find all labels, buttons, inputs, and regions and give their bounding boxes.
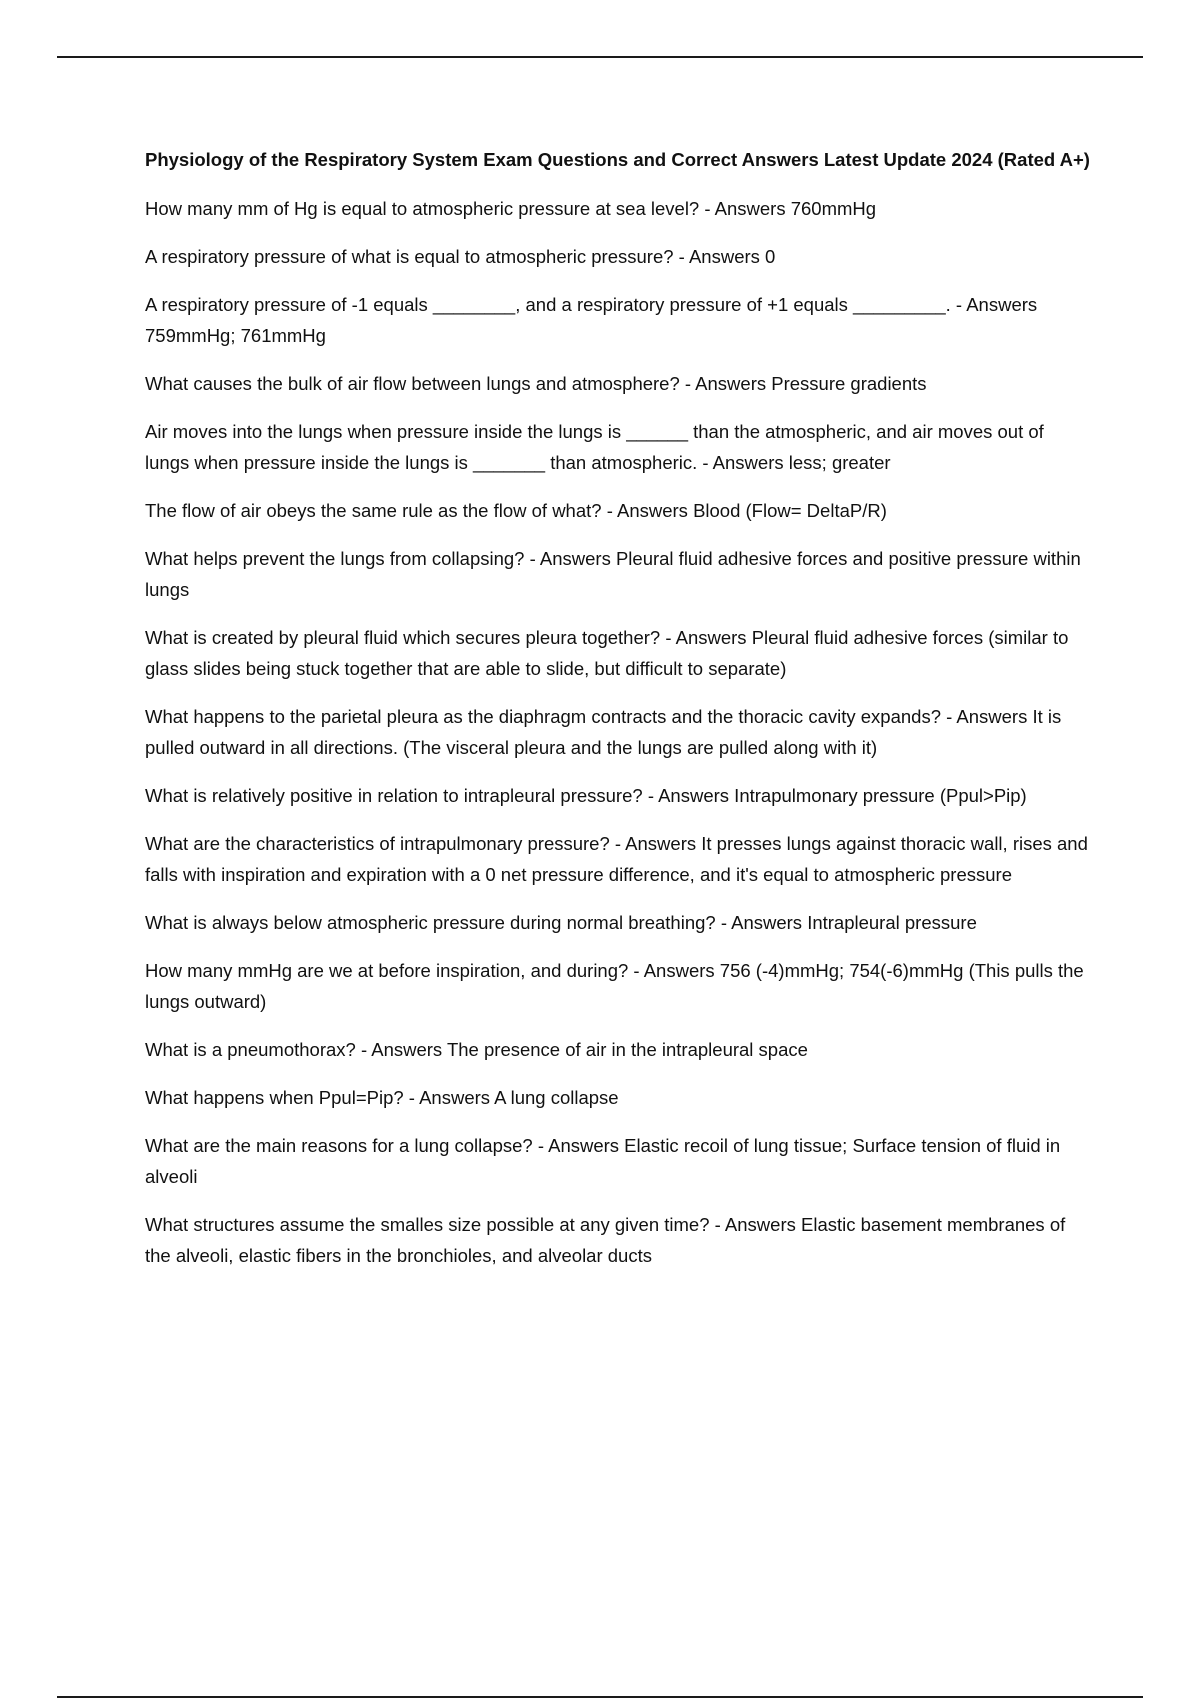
- qa-item: How many mmHg are we at before inspiration, and during? - Answers 756 (-4)mmHg; 754(-6)mmHg (This pulls the lungs outward): [145, 960, 1084, 1012]
- footer-rule: [57, 1696, 1143, 1698]
- qa-item: What is created by pleural fluid which secures pleura together? - Answers Pleural fluid adhesive forces (similar to glass slides being stuck together that are able to slide, but difficult to separate): [145, 627, 1069, 679]
- qa-item: What is a pneumothorax? - Answers The presence of air in the intrapleural space: [145, 1039, 808, 1060]
- qa-item: What structures assume the smalles size possible at any given time? - Answers Elastic basement membranes of the alveoli, elastic fibers in the bronchioles, and alveolar ducts: [145, 1214, 1066, 1266]
- qa-item: What causes the bulk of air flow between lungs and atmosphere? - Answers Pressure gradients: [145, 373, 927, 394]
- qa-item: What is always below atmospheric pressure during normal breathing? - Answers Intrapleural pressure: [145, 912, 977, 933]
- qa-item: What are the characteristics of intrapulmonary pressure? - Answers It presses lungs against thoracic wall, rises and falls with inspiration and expiration with a 0 net pressure difference, and it's equal to atmospheric pressure: [145, 833, 1088, 885]
- qa-item: What helps prevent the lungs from collapsing? - Answers Pleural fluid adhesive forces and positive pressure within lungs: [145, 548, 1081, 600]
- header-rule: [57, 56, 1143, 58]
- qa-item: A respiratory pressure of -1 equals ________, and a respiratory pressure of +1 equals _________. - Answers 759mmHg; 761mmHg: [145, 294, 1038, 346]
- qa-item: What is relatively positive in relation to intrapleural pressure? - Answers Intrapulmonary pressure (Ppul>Pip): [145, 785, 1027, 806]
- page-title: Physiology of the Respiratory System Exam Questions and Correct Answers Latest Update 2024 (Rated A+): [145, 149, 1090, 170]
- qa-item: Air moves into the lungs when pressure inside the lungs is ______ than the atmospheric, and air moves out of lungs when pressure inside the lungs is _______ than atmospheric. - Answers less; greater: [145, 421, 1044, 473]
- qa-item: The flow of air obeys the same rule as the flow of what? - Answers Blood (Flow= DeltaP/R): [145, 500, 887, 521]
- document-body: [145, 144, 1090, 1288]
- qa-item: What happens to the parietal pleura as the diaphragm contracts and the thoracic cavity expands? - Answers It is pulled outward in all directions. (The visceral pleura and the lungs are pulled along with it): [145, 706, 1062, 758]
- qa-item: How many mm of Hg is equal to atmospheric pressure at sea level? - Answers 760mmHg: [145, 198, 877, 219]
- qa-item: What happens when Ppul=Pip? - Answers A lung collapse: [145, 1087, 619, 1108]
- qa-item: A respiratory pressure of what is equal to atmospheric pressure? - Answers 0: [145, 246, 776, 267]
- qa-item: What are the main reasons for a lung collapse? - Answers Elastic recoil of lung tissue; Surface tension of fluid in alveoli: [145, 1135, 1061, 1187]
